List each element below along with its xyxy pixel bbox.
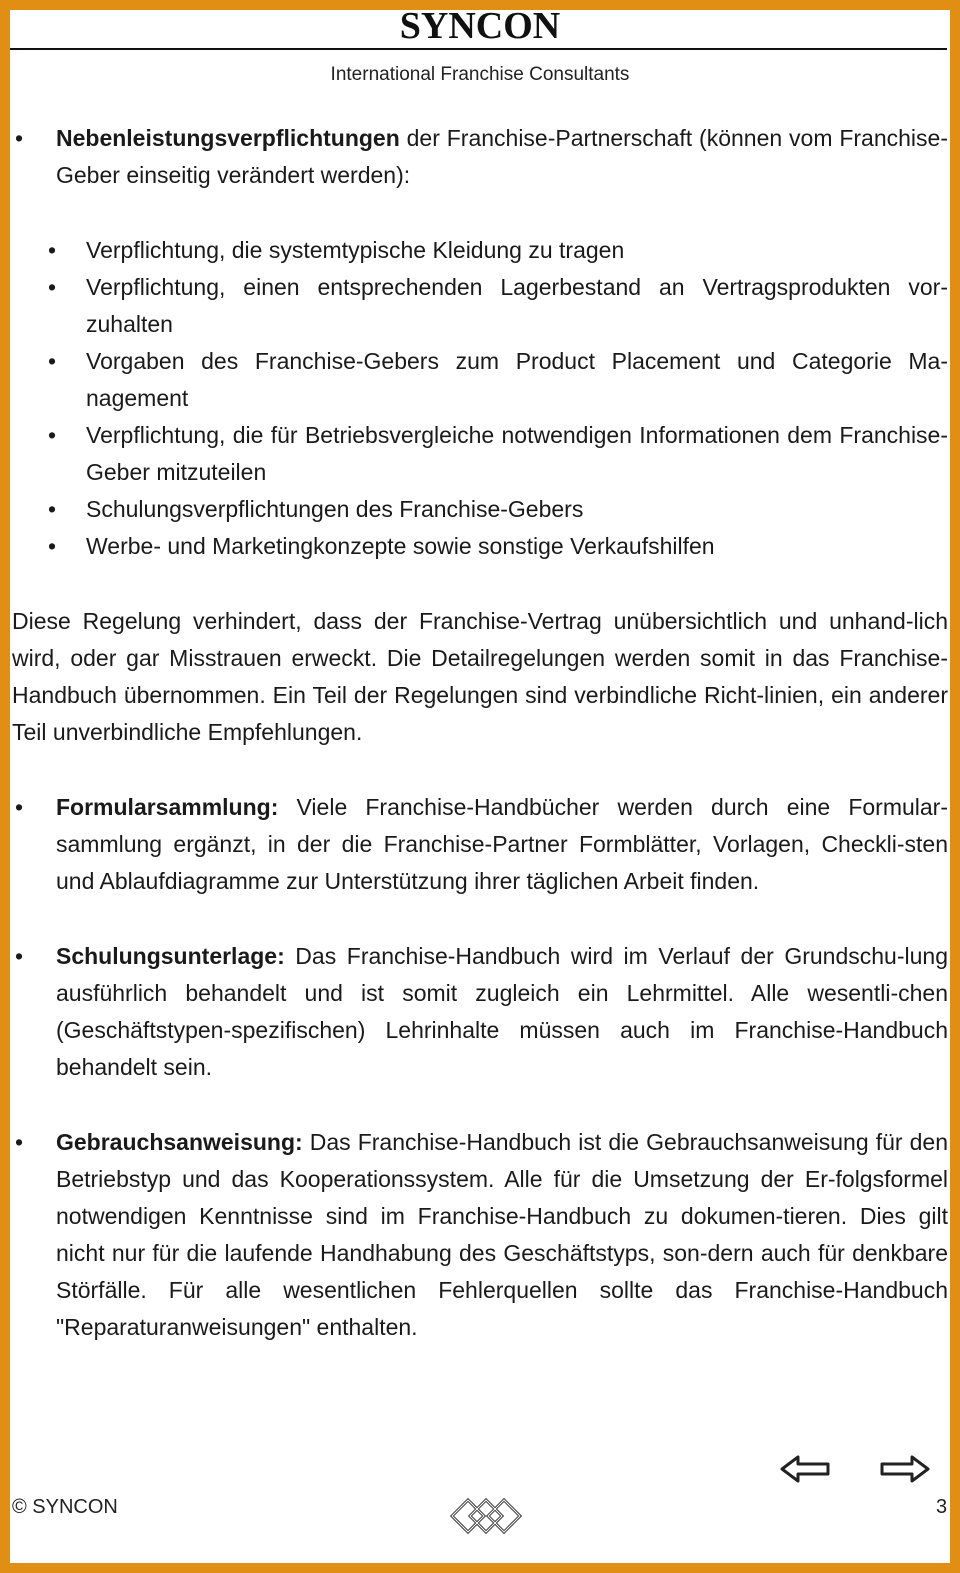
bullet-icon: •: [48, 533, 57, 559]
bullet-icon: •: [14, 794, 24, 820]
bullet-icon: •: [48, 422, 57, 448]
list-item: [12, 417, 948, 491]
page-number: 3: [936, 1496, 948, 1518]
bullet-gebrauchsanweisung: [12, 1124, 948, 1346]
bullet-text: Das Franchise-Handbuch ist die Gebrauchsanweisung für den Betriebstyp und das Kooperationssystem. Alle für die Umsetzung der Er-folgsformel notwendigen Kenntnisse sind im Franchise-Handbuch zu dokumen-tieren. Dies gilt nicht nur für die laufende Handhabung des Geschäftstyps, son-dern auch für denkbare Störfälle. Für alle wesentlichen Fehlerquellen sollte das Franchise-Handbuch "Reparaturanweisungen" enthalten.: [56, 1129, 948, 1340]
bullet-icon: •: [48, 348, 57, 374]
bullet-text: der Franchise-Partnerschaft (können vom Franchise-Geber einseitig verändert werden):: [56, 125, 948, 188]
bullet-icon: •: [14, 943, 24, 969]
bullet-formularsammlung: [12, 789, 948, 900]
bullet-heading: Nebenleistungsverpflichtungen: [56, 125, 400, 151]
bullet-schulungsunterlage: [12, 938, 948, 1086]
bullet-icon: •: [14, 1129, 24, 1155]
bullet-icon: •: [14, 125, 24, 151]
header-subtitle: International Franchise Consultants: [330, 64, 630, 85]
list-item: [12, 343, 948, 417]
body-paragraph: Diese Regelung verhindert, dass der Franchise-Vertrag unübersichtlich und unhand-lich wird, oder gar Misstrauen erweckt. Die Detailregelungen werden somit in das Franchise-Handbuch übernommen. Ein Teil der Regelungen sind verbindliche Richt-linien, ein anderer Teil unverbindliche Empfehlungen.: [12, 608, 948, 745]
header-rule: [10, 48, 947, 50]
list-item-text: Schulungsverpflichtungen des Franchise-Gebers: [86, 496, 584, 522]
knot-logo-icon: [448, 1494, 528, 1538]
list-item-text: Verpflichtung, die für Betriebsvergleiche notwendigen Informationen dem Franchise-Geber mitzuteilen: [86, 422, 948, 485]
list-item: [12, 232, 948, 269]
arrow-right-icon[interactable]: [878, 1452, 932, 1486]
sub-list: [12, 232, 948, 565]
list-item: [12, 491, 948, 528]
bullet-heading: Formularsammlung:: [56, 794, 279, 820]
syncon-logo: SYNCON: [399, 5, 561, 47]
copyright: © SYNCON: [12, 1496, 118, 1518]
list-item: [12, 528, 948, 565]
bullet-nebenleistung: [12, 120, 948, 194]
page-content: [12, 120, 948, 1346]
list-item-text: Vorgaben des Franchise-Gebers zum Product Placement und Categorie Ma-nagement: [86, 348, 948, 411]
arrow-left-icon[interactable]: [778, 1452, 832, 1486]
bullet-icon: •: [48, 237, 57, 263]
list-item-text: Verpflichtung, die systemtypische Kleidung zu tragen: [86, 237, 625, 263]
bullet-text: Das Franchise-Handbuch wird im Verlauf der Grundschu-lung ausführlich behandelt und ist somit zugleich ein Lehrmittel. Alle wesentli-chen (Geschäftstypen-spezifischen) Lehrinhalte müssen auch im Franchise-Handbuch behandelt sein.: [56, 943, 948, 1080]
bullet-icon: •: [48, 496, 57, 522]
list-item: [12, 269, 948, 343]
bullet-heading: Schulungsunterlage:: [56, 943, 285, 969]
list-item-text: Werbe- und Marketingkonzepte sowie sonstige Verkaufshilfen: [86, 533, 715, 559]
list-item-text: Verpflichtung, einen entsprechenden Lagerbestand an Vertragsprodukten vor-zuhalten: [86, 274, 948, 337]
bullet-icon: •: [48, 274, 57, 300]
bullet-text: Viele Franchise-Handbücher werden durch eine Formular-sammlung ergänzt, in der die Franchise-Partner Formblätter, Vorlagen, Checkli-sten und Ablaufdiagramme zur Unterstützung ihrer täglichen Arbeit finden.: [56, 794, 948, 894]
bullet-heading: Gebrauchsanweisung:: [56, 1129, 303, 1155]
